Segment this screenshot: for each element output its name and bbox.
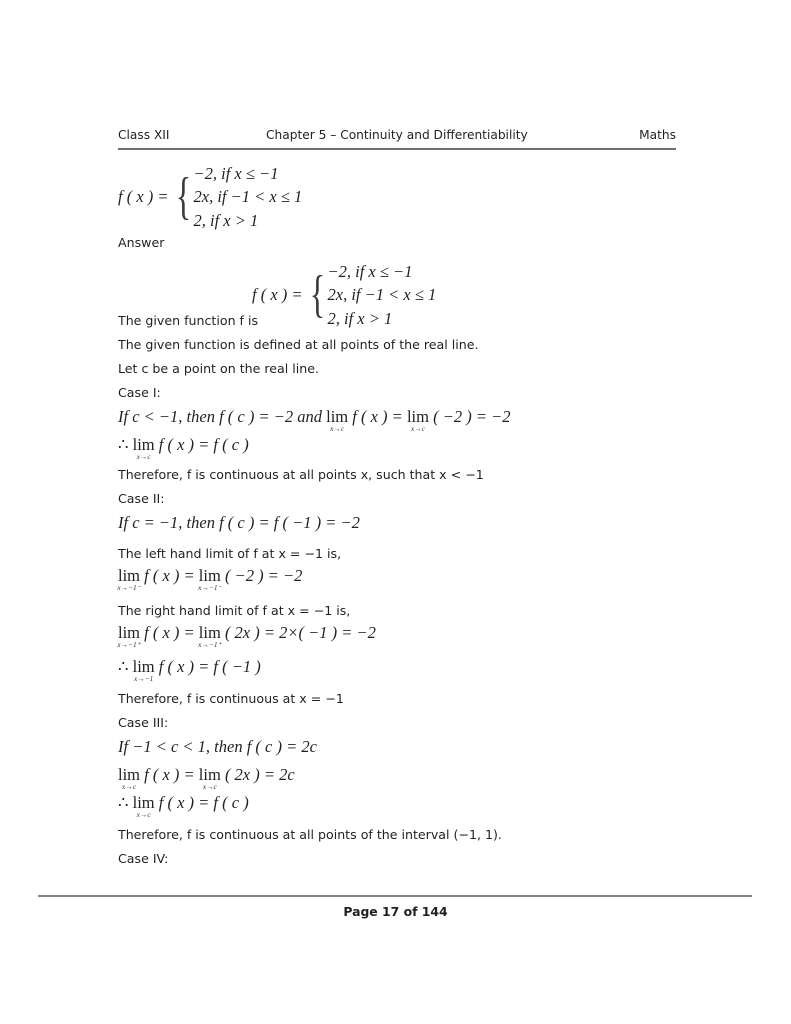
piecewise-centered-rows: [327, 260, 437, 330]
limit-subscript: x→−1⁺: [198, 639, 222, 649]
piecewise-top-row-3: 2, if x > 1: [193, 210, 259, 230]
limit-operator-label: lim: [198, 765, 221, 784]
limit-subscript: x→c: [122, 781, 136, 791]
limit-operator: [117, 566, 141, 592]
lhl-limbody-1: f ( x ) =: [144, 566, 195, 585]
case-1-eq1-fc: f ( c ) = −2 and: [219, 407, 323, 426]
limit-operator-label: lim: [132, 435, 155, 454]
limit-subscript: x→c: [410, 423, 425, 433]
limit-operator: [198, 765, 221, 791]
limit-operator: [132, 435, 155, 461]
case-3-equation-3: [118, 793, 249, 819]
limit-operator: [326, 407, 349, 433]
case-3-equation-1: [118, 737, 317, 757]
case-1-equation-2: [118, 435, 249, 461]
case-2-equation-1: [118, 513, 360, 533]
case-4-label: Case IV:: [118, 851, 169, 866]
lhl-limbody-2: ( −2 ) = −2: [224, 566, 303, 585]
piecewise-centered-lhs: f ( x ) =: [252, 285, 303, 305]
rhl-limbody-2: ( 2x ) = 2×( −1 ) = −2: [224, 623, 376, 642]
case-2-left-hand-limit-equation: [117, 566, 303, 592]
piecewise-centered-row-3: 2, if x > 1: [327, 308, 393, 328]
left-hand-limit-sentence: The left hand limit of f at x = −1 is,: [118, 546, 342, 561]
limit-operator-label: lim: [118, 765, 141, 784]
piecewise-top-rows: [193, 162, 303, 232]
header-subject-label: Maths: [639, 128, 676, 142]
equation-piecewise-centered: [252, 260, 436, 330]
case-3-eq2-limbody-2: ( 2x ) = 2c: [224, 765, 295, 784]
case-2-right-hand-limit-equation: [117, 623, 376, 649]
case-3-eq3-body: f ( x ) = f ( c ): [158, 793, 249, 812]
case-3-conclusion: Therefore, f is continuous at all points of the interval (−1, 1).: [118, 827, 502, 842]
case-2-conclusion: Therefore, f is continuous at x = −1: [118, 691, 344, 706]
limit-operator-label: lim: [198, 623, 221, 642]
limit-operator-label: lim: [326, 407, 349, 426]
piecewise-top-row-2: 2x, if −1 < x ≤ 1: [193, 187, 303, 207]
limit-operator-label: lim: [406, 407, 429, 426]
header-chapter-title: Chapter 5 – Continuity and Differentiability: [266, 128, 528, 142]
limit-subscript: x→c: [330, 423, 345, 433]
limit-operator-label: lim: [198, 566, 221, 585]
limit-operator: [406, 407, 429, 433]
page-number-label: Page 17 of 144: [343, 904, 448, 919]
therefore-symbol: ∴: [118, 793, 129, 812]
case-2-conclusion-body: f ( x ) = f ( −1 ): [158, 657, 261, 676]
equation-piecewise-top: [118, 162, 302, 232]
case-1-conclusion: Therefore, f is continuous at all points x, such that x < −1: [118, 467, 484, 482]
case-3-equation-2: [118, 765, 295, 791]
limit-subscript: x→c: [202, 781, 217, 791]
limit-operator: [132, 793, 155, 819]
limit-operator: [117, 623, 141, 649]
case-1-eq2-body: f ( x ) = f ( c ): [158, 435, 249, 454]
limit-subscript: x→c: [136, 451, 151, 461]
therefore-symbol: ∴: [118, 657, 129, 676]
case-1-eq1-limbody-2: ( −2 ) = −2: [433, 407, 511, 426]
given-function-sentence: The given function f is: [118, 313, 259, 328]
limit-operator: [118, 765, 141, 791]
answer-label: Answer: [118, 235, 165, 250]
header-class-label: Class XII: [118, 128, 170, 142]
piecewise-centered-row-1: −2, if x ≤ −1: [327, 262, 413, 281]
case-3-label: Case III:: [118, 715, 169, 730]
header-divider: [118, 148, 676, 150]
limit-subscript: x→−1⁺: [117, 639, 141, 649]
case-2-eq1-prefix: If c = −1, then: [118, 513, 215, 532]
limit-operator-label: lim: [132, 793, 155, 812]
limit-subscript: x→−1⁻: [198, 582, 222, 592]
case-3-eq2-limbody-1: f ( x ) =: [144, 765, 195, 784]
case-1-equation-1: [118, 407, 511, 433]
page-header: [118, 128, 676, 148]
therefore-symbol: ∴: [118, 435, 129, 454]
case-2-eq1-body: f ( c ) = f ( −1 ) = −2: [219, 513, 360, 532]
let-c-sentence: Let c be a point on the real line.: [118, 361, 319, 376]
case-3-eq1-body: f ( c ) = 2c: [246, 737, 317, 756]
footer-divider: [38, 895, 752, 897]
limit-operator-label: lim: [132, 657, 155, 676]
case-2-conclusion-equation: [118, 657, 261, 683]
limit-subscript: x→−1⁻: [117, 582, 141, 592]
limit-operator-label: lim: [118, 623, 141, 642]
piecewise-centered-row-2: 2x, if −1 < x ≤ 1: [327, 285, 437, 305]
left-brace-glyph: {: [309, 265, 325, 323]
case-1-eq1-limbody-1: f ( x ) =: [352, 407, 403, 426]
limit-operator: [198, 623, 222, 649]
limit-operator: [198, 566, 222, 592]
piecewise-top-row-1: −2, if x ≤ −1: [193, 164, 279, 183]
limit-subscript: x→−1: [133, 673, 154, 683]
case-1-label: Case I:: [118, 385, 161, 400]
limit-operator-label: lim: [118, 566, 141, 585]
case-2-label: Case II:: [118, 491, 165, 506]
limit-operator: [132, 657, 155, 683]
piecewise-top-lhs: f ( x ) =: [118, 187, 169, 207]
limit-subscript: x→c: [136, 809, 151, 819]
case-1-eq1-prefix: If c < −1, then: [118, 407, 215, 426]
defined-all-points-sentence: The given function is defined at all points of the real line.: [118, 337, 479, 352]
left-brace-glyph: {: [175, 167, 191, 225]
right-hand-limit-sentence: The right hand limit of f at x = −1 is,: [118, 603, 351, 618]
case-3-eq1-prefix: If −1 < c < 1, then: [118, 737, 243, 756]
rhl-limbody-1: f ( x ) =: [144, 623, 195, 642]
